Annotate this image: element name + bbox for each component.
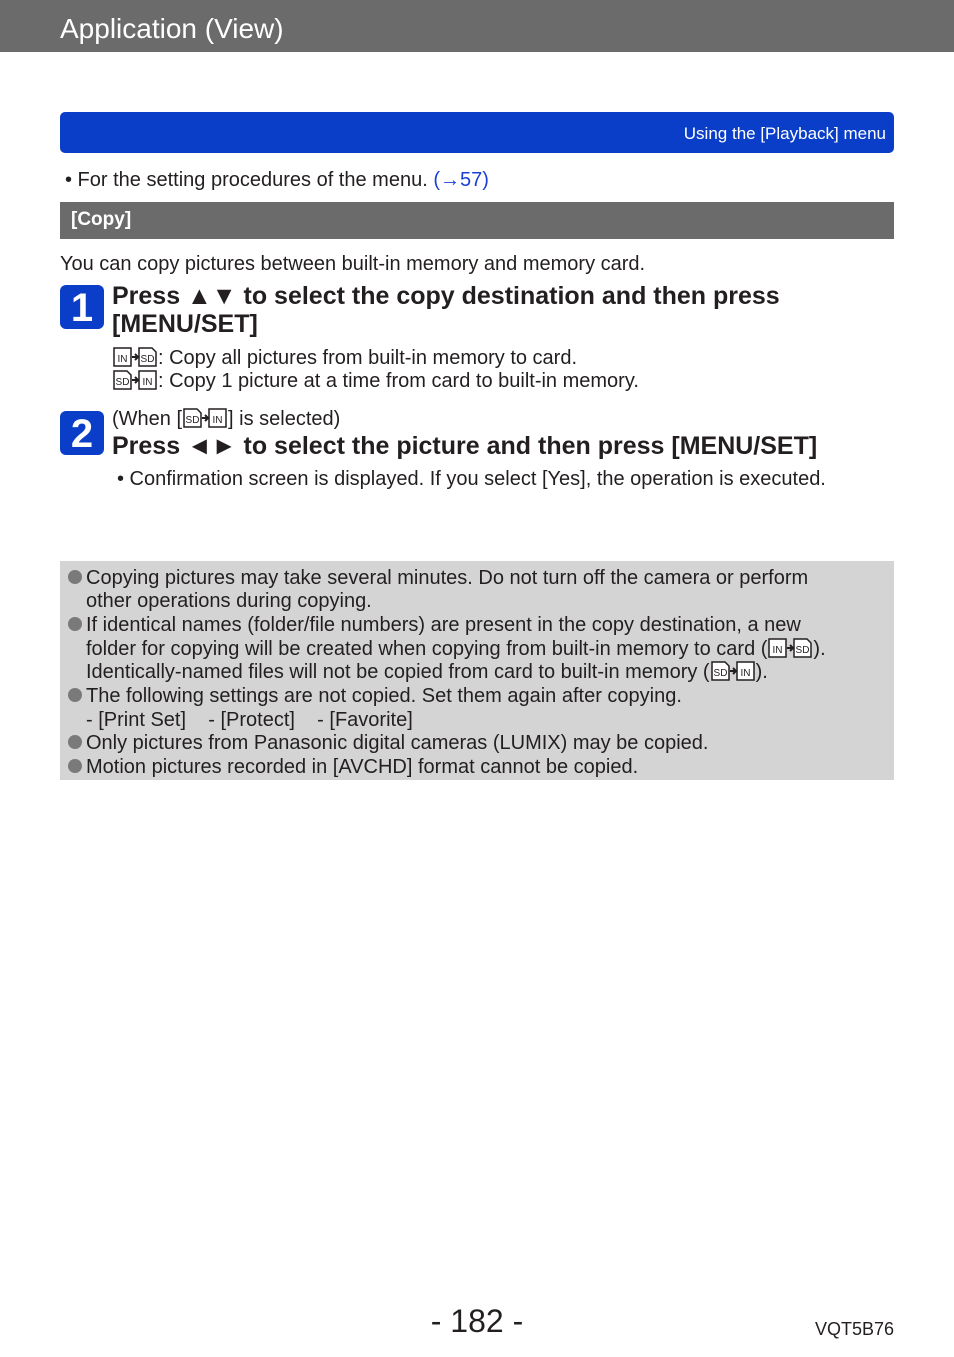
step-2-heading: Press ◄► to select the picture and then press [MENU/SET] — [112, 432, 818, 460]
step-1-option-2-text: : Copy 1 picture at a time from card to built-in memory. — [158, 370, 639, 392]
note-1-cont: other operations during copying. — [86, 590, 372, 612]
svg-text:IN: IN — [740, 668, 751, 679]
reference-line — [65, 168, 489, 192]
bullet-dot-icon — [68, 735, 82, 749]
step-2-condition-post: ] is selected) — [228, 408, 341, 430]
bullet-dot-icon — [68, 759, 82, 773]
menu-banner — [60, 112, 894, 153]
page-number: - 182 - — [430, 1303, 524, 1339]
sd-to-in-icon — [113, 369, 157, 397]
bullet-dot-icon — [68, 570, 82, 584]
step-2-bullet: • Confirmation screen is displayed. If you select [Yes], the operation is executed. — [117, 468, 826, 490]
note-5: Motion pictures recorded in [AVCHD] format cannot be copied. — [68, 755, 874, 779]
step-1-heading-line-2: [MENU/SET] — [112, 310, 258, 338]
svg-text:IN: IN — [212, 415, 223, 426]
bullet-dot-icon — [68, 688, 82, 702]
note-4: Only pictures from Panasonic digital cameras (LUMIX) may be copied. — [68, 731, 874, 755]
note-2-cont-1: folder for copying will be created when copying from built-in memory to card ( IN SD ). — [68, 637, 874, 665]
bullet-dot-icon — [68, 617, 82, 631]
step-2-condition — [112, 407, 340, 435]
step-2-badge: 2 — [60, 411, 104, 455]
svg-text:SD: SD — [795, 645, 810, 656]
svg-text:SD: SD — [115, 377, 130, 388]
note-1: Copying pictures may take several minutes. Do not turn off the camera or perform — [68, 566, 874, 590]
svg-text:IN: IN — [142, 377, 153, 388]
intro-text: You can copy pictures between built-in memory and memory card. — [60, 253, 646, 275]
page-header — [0, 0, 954, 52]
svg-text:SD: SD — [713, 668, 728, 679]
svg-text:SD: SD — [140, 354, 155, 365]
notes-box — [60, 561, 894, 780]
step-1-option-1-text: : Copy all pictures from built-in memory to card. — [158, 347, 578, 369]
step-1-option-2 — [112, 369, 639, 397]
svg-text:IN: IN — [117, 354, 128, 365]
note-3: The following settings are not copied. Set them again after copying. — [68, 684, 874, 708]
note-2: If identical names (folder/file numbers) are present in the copy destination, a new — [68, 613, 874, 637]
section-title: [Copy] — [71, 209, 132, 230]
step-2-condition-pre: (When [ — [112, 408, 183, 430]
section-bar — [60, 202, 894, 239]
note-3-cont: - [Print Set] - [Protect] - [Favorite] — [86, 709, 413, 731]
reference-text: • For the setting procedures of the menu. — [65, 169, 434, 191]
header-title: Application (View) — [60, 13, 284, 44]
reference-link[interactable]: (→57) — [433, 169, 489, 191]
step-1-heading-line-1: Press ▲▼ to select the copy destination and then press — [112, 282, 780, 310]
svg-text:IN: IN — [772, 645, 783, 656]
note-2-cont-2: Identically-named files will not be copied from card to built-in memory ( SD IN ). — [68, 660, 874, 688]
menu-banner-label: Using the [Playback] menu — [683, 124, 886, 143]
step-1-badge: 1 — [60, 285, 104, 329]
sd-to-in-icon — [183, 407, 227, 435]
document-code: VQT5B76 — [814, 1319, 894, 1339]
svg-text:SD: SD — [185, 415, 200, 426]
